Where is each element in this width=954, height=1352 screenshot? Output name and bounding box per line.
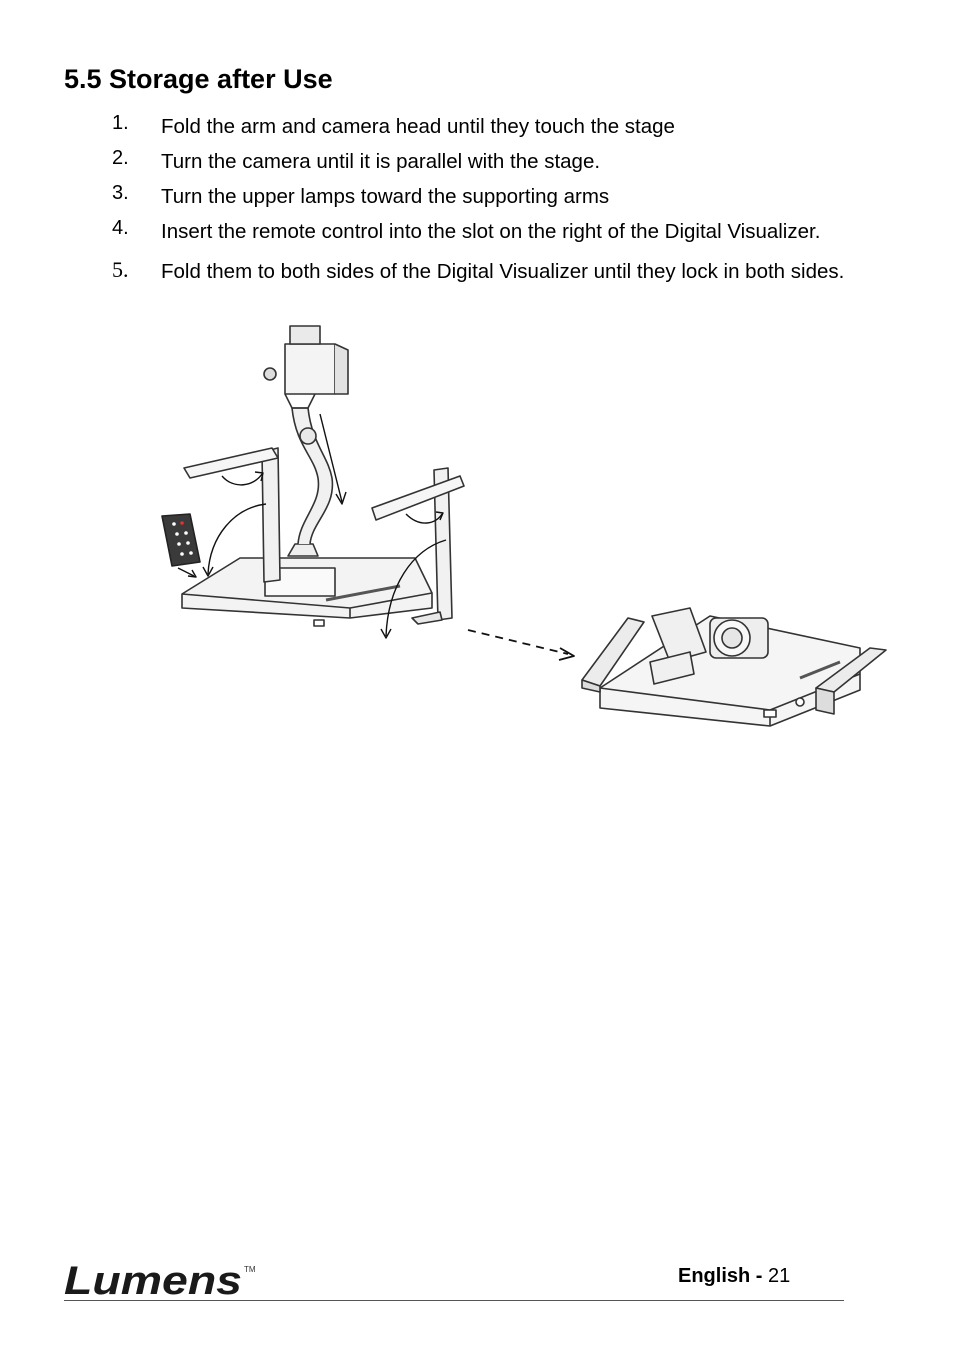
transition-arrow bbox=[468, 630, 574, 660]
remote-control-icon bbox=[162, 514, 200, 566]
section-heading: 5.5 Storage after Use bbox=[64, 64, 333, 94]
step-number: 5. bbox=[112, 257, 129, 282]
step-text: Fold them to both sides of the Digital Visualizer until they lock in both sides. bbox=[161, 260, 845, 283]
step-text: Insert the remote control into the slot on the right of the Digital Visualizer. bbox=[161, 220, 821, 243]
visualizer-folded bbox=[582, 608, 886, 726]
step-number: 2. bbox=[112, 147, 129, 169]
step-number: 3. bbox=[112, 182, 129, 204]
lumens-logo-mark bbox=[62, 1258, 262, 1300]
svg-text:Lumens: Lumens bbox=[64, 1259, 242, 1300]
step-number: 4. bbox=[112, 217, 129, 239]
footer-divider bbox=[64, 1300, 844, 1301]
svg-text:TM: TM bbox=[244, 1265, 256, 1274]
step-number: 1. bbox=[112, 112, 129, 134]
lumens-logo bbox=[62, 1258, 262, 1305]
step-text: Turn the camera until it is parallel with the stage. bbox=[161, 150, 601, 173]
page-number: 21 bbox=[768, 1265, 791, 1287]
storage-illustration bbox=[150, 318, 910, 738]
language-label: English - bbox=[678, 1265, 763, 1287]
page-footer-label bbox=[678, 1265, 790, 1288]
step-text: Turn the upper lamps toward the supporting arms bbox=[161, 185, 610, 208]
step-text: Fold the arm and camera head until they touch the stage bbox=[161, 115, 675, 138]
